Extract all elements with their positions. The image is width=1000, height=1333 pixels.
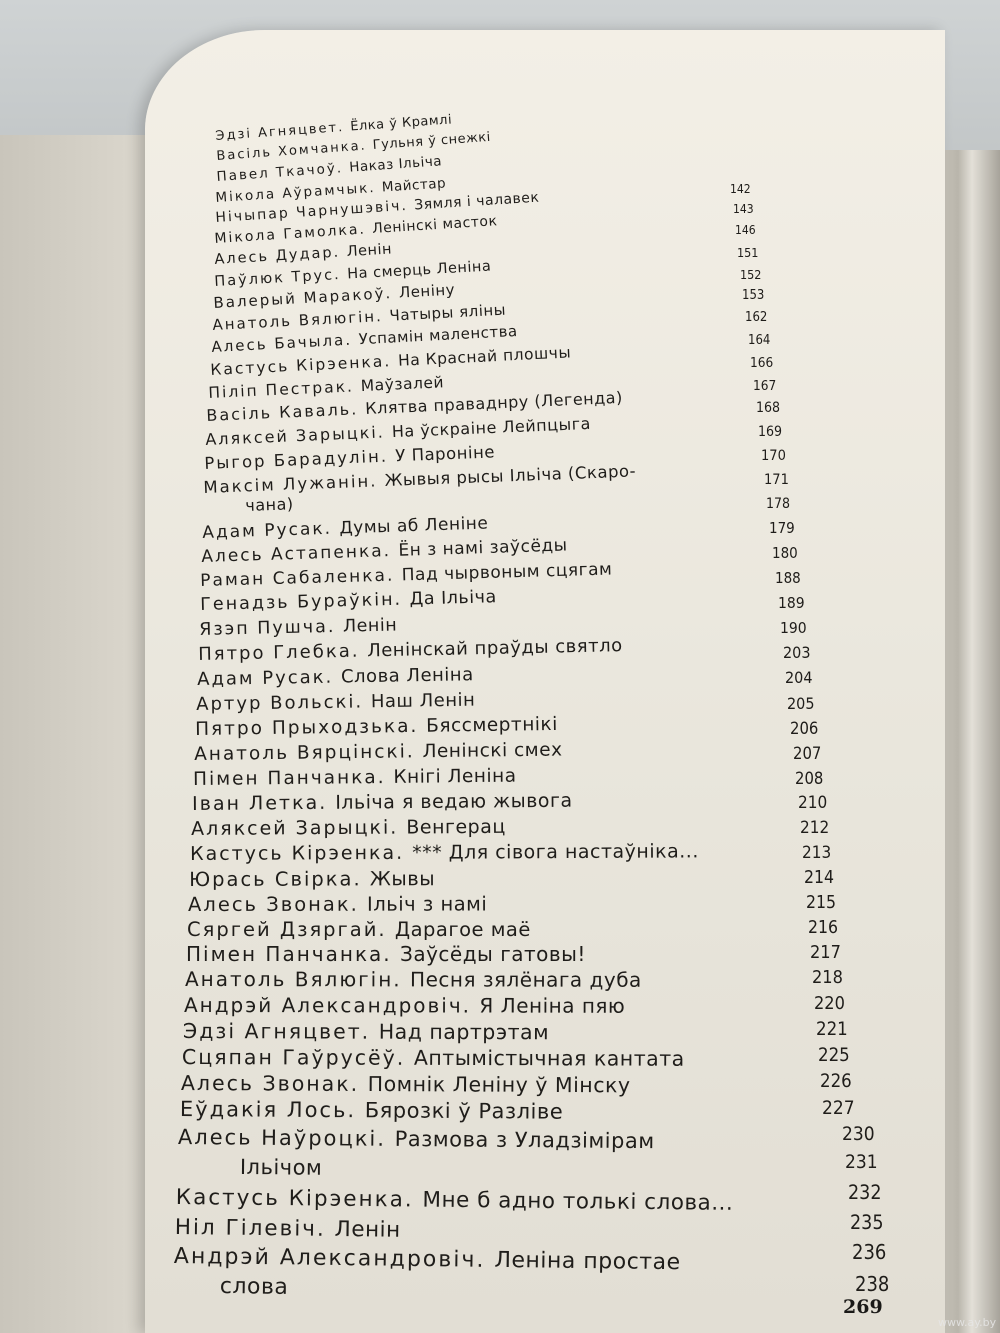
toc-page-number: 205: [787, 694, 815, 713]
toc-page-number: 162: [745, 310, 768, 325]
toc-page-number: 213: [802, 843, 832, 863]
toc-page-number: 164: [748, 333, 771, 348]
toc-entry-text: [240, 1155, 323, 1180]
toc-author: Васіль Хомчанка: [216, 138, 362, 164]
toc-author: Андрэй Александровіч: [183, 993, 463, 1018]
toc-page-number: 166: [750, 354, 774, 371]
toc-page-number: 227: [822, 1097, 855, 1119]
toc-separator: .: [396, 1045, 414, 1070]
toc-title: чана): [245, 494, 294, 515]
toc-entry-text: [176, 1185, 734, 1216]
toc-entry-text: [192, 790, 573, 815]
toc-separator: .: [462, 993, 480, 1018]
toc-author: Эдзі Агняцвет: [182, 1018, 362, 1044]
toc-title: Кнігі Леніна: [393, 765, 517, 788]
toc-title: Ленін: [334, 1216, 401, 1243]
toc-page-number: 169: [758, 424, 783, 440]
toc-author: Аляксей Зарыцкі: [191, 816, 391, 840]
toc-author: Генадзь Бураўкін: [200, 589, 395, 615]
toc-title: слова: [219, 1274, 289, 1300]
toc-page-number: 142: [730, 181, 751, 196]
toc-title: На Краснай плошчы: [397, 342, 572, 370]
toc-author: Кастусь Кірэенка: [190, 841, 397, 865]
toc-author: Кастусь Кірэенка: [210, 352, 385, 379]
toc-entry-text: [184, 993, 625, 1018]
toc-entry-text: [195, 713, 558, 739]
toc-page-number: 190: [780, 618, 807, 637]
toc-title: Размова з Уладзімірам: [394, 1126, 655, 1154]
toc-page-number: 180: [772, 544, 798, 562]
toc-page-number: 152: [740, 266, 762, 282]
toc-author: Юрась Свірка: [189, 866, 354, 891]
toc-title: Дарагое маё: [394, 917, 531, 941]
toc-author: Алесь Звонак: [188, 892, 351, 916]
toc-entry-text: [185, 967, 642, 992]
toc-title: Ленінскі смех: [422, 738, 563, 762]
toc-page-number: 153: [742, 288, 765, 303]
toc-title: Ільіча я ведаю жывога: [335, 789, 573, 814]
toc-entry-text: [178, 1125, 655, 1153]
toc-page-number: 143: [733, 202, 754, 216]
toc-author: Алесь Наўроцкі: [177, 1125, 378, 1151]
toc-title: На ўскраіне Лейпцыга: [391, 413, 592, 442]
toc-title: Наказ Ільіча: [348, 152, 443, 176]
toc-author: Іван Летка: [192, 791, 320, 815]
toc-title: Я Леніна пяю: [479, 993, 626, 1018]
toc-page-number: 146: [735, 223, 756, 237]
toc-separator: .: [377, 422, 393, 442]
toc-author: Анатоль Вялюгін: [184, 967, 394, 992]
toc-separator: .: [319, 791, 336, 814]
toc-separator: .: [377, 766, 394, 788]
toc-separator: .: [350, 1071, 368, 1096]
toc-entry-text: [200, 587, 497, 615]
toc-separator: .: [383, 351, 399, 370]
toc-separator: .: [337, 119, 351, 136]
toc-author: Андрэй Александровіч: [173, 1244, 477, 1273]
toc-author: Ніл Гілевіч: [174, 1214, 318, 1242]
toc-title: Зямля і чалавек: [413, 189, 540, 214]
toc-separator: .: [404, 1186, 423, 1213]
toc-entry-text: [174, 1244, 681, 1275]
toc-page-number: 221: [816, 1018, 848, 1040]
toc-separator: .: [393, 967, 411, 992]
toc-title: Клятва праваднру (Легенда): [364, 387, 624, 419]
toc-separator: .: [369, 470, 386, 491]
toc-entry-text: [220, 1274, 289, 1300]
toc-author: Адам Русак: [202, 518, 325, 543]
toc-entry-text: [198, 635, 623, 665]
toc-title: Мне б адно толькі слова...: [422, 1187, 734, 1216]
toc-author: Мікола Гамолка: [214, 221, 360, 247]
toc-separator: .: [360, 138, 374, 154]
toc-author: Сцяпан Гаўрусёў: [181, 1044, 397, 1070]
toc-entry-text: [199, 615, 397, 639]
toc-author: Адам Русак: [197, 666, 326, 690]
toc-title: Ён з намі заўсёды: [398, 535, 568, 561]
toc-page-number: 168: [756, 400, 781, 416]
toc-author: Эдзі Агняцвет: [215, 120, 339, 144]
toc-page-number: 208: [795, 768, 824, 788]
toc-page-number: 225: [818, 1044, 850, 1066]
toc-title: Маўзалей: [360, 372, 445, 395]
toc-page-number: 236: [852, 1240, 887, 1264]
toc-entry-text: [181, 1071, 631, 1097]
toc-separator: .: [350, 399, 366, 419]
toc-title: Над партрэтам: [378, 1019, 550, 1044]
toc-title: Венгерац: [406, 815, 506, 839]
toc-title: Ленін: [342, 615, 398, 637]
toc-title: Ільічом: [239, 1155, 323, 1180]
toc-title: Заўсёды гатовы!: [400, 942, 586, 966]
toc-entry-text: [194, 739, 563, 764]
toc-page-number: 171: [764, 471, 789, 488]
toc-separator: .: [333, 266, 348, 283]
toc-author: Алесь Звонак: [180, 1070, 351, 1096]
toc-author: Аляксей Зарыцкі: [205, 422, 379, 449]
toc-author: Сяргей Дзяргай: [187, 917, 379, 941]
toc-separator: .: [351, 640, 368, 662]
toc-separator: .: [380, 445, 396, 466]
toc-separator: .: [406, 740, 423, 762]
toc-page-number: 167: [753, 377, 777, 394]
toc-separator: .: [316, 1216, 335, 1242]
toc-separator: .: [324, 518, 340, 539]
toc-page-number: 214: [804, 867, 835, 888]
toc-entry-text: [188, 892, 487, 916]
toc-separator: .: [390, 816, 407, 839]
toc-entry-text: [175, 1215, 401, 1243]
toc-separator: .: [476, 1247, 495, 1273]
toc-title: Ёлка ў Крамлі: [349, 112, 453, 135]
toc-separator: .: [327, 616, 344, 637]
toc-separator: .: [355, 691, 372, 713]
toc-title: Помнік Леніну ў Мінску: [367, 1071, 631, 1097]
toc-title: Жывы: [369, 866, 436, 890]
toc-title: Ленінскі масток: [371, 213, 498, 238]
toc-page-number: 203: [783, 643, 811, 662]
toc-author: Анатоль Вялюгін: [212, 307, 377, 334]
toc-author: Раман Сабаленка: [200, 565, 388, 591]
toc-page-number: 179: [769, 519, 795, 537]
toc-title: Да Ільіча: [409, 586, 497, 610]
toc-entry-text: [182, 1045, 685, 1071]
toc-page-number: 204: [785, 668, 813, 687]
toc-separator: .: [396, 841, 413, 864]
watermark: www.ay.by: [938, 1316, 997, 1329]
toc-author: Язэп Пушча: [199, 616, 329, 640]
toc-separator: .: [336, 159, 350, 177]
toc-author: Мікола Аўрамчык: [215, 179, 370, 206]
toc-author: Рыгор Барадулін: [204, 446, 382, 473]
toc-author: Алесь Бачыла: [211, 330, 346, 356]
toc-separator: .: [378, 917, 395, 941]
toc-separator: .: [377, 1126, 395, 1151]
toc-page-number: 220: [814, 993, 845, 1014]
toc-separator: .: [375, 306, 391, 326]
toc-author: Артур Вольскі: [196, 691, 356, 715]
toc-title: Наш Ленін: [370, 689, 476, 713]
toc-page-number: 188: [775, 569, 801, 587]
toc-page-number: 170: [761, 447, 786, 464]
toc-page-number: 238: [855, 1272, 890, 1296]
toc-separator: .: [383, 942, 400, 966]
toc-page-number: 230: [842, 1123, 875, 1145]
toc-title: Ільіч з намі: [367, 891, 488, 916]
toc-entry-text: [187, 918, 531, 941]
toc-separator: .: [358, 221, 373, 238]
toc-separator: .: [353, 866, 370, 890]
toc-separator: .: [386, 565, 403, 586]
toc-title: Леніна простае: [494, 1247, 681, 1276]
toc-author: Пятро Прыходзька: [195, 715, 411, 740]
toc-author: Валерый Маракоў: [213, 284, 386, 312]
toc-page-number: 151: [737, 244, 759, 260]
toc-separator: .: [325, 666, 342, 688]
toc-author: Васіль Каваль: [206, 399, 352, 425]
toc-page-number: 215: [806, 892, 837, 913]
toc-separator: .: [346, 376, 362, 396]
toc-page-number: 189: [778, 593, 805, 612]
toc-separator: .: [361, 1019, 379, 1044]
toc-page-number: 218: [812, 967, 843, 988]
toc-title: Успамін маленства: [358, 321, 519, 349]
toc-author: Паўлюк Трус: [214, 266, 335, 290]
toc-entry-text: [186, 942, 586, 966]
toc-page-number: 212: [800, 818, 830, 838]
toc-separator: .: [394, 589, 410, 610]
toc-entry-text: [191, 816, 506, 840]
toc-title: *** Для сівога настаўніка...: [412, 840, 699, 864]
toc-entry-text: [183, 1019, 549, 1044]
page-number: 269: [843, 1296, 883, 1318]
toc-title: Песня зялёнага дуба: [410, 967, 642, 992]
toc-page-number: 231: [845, 1151, 878, 1173]
toc-title: Жывыя рысы Ільіча (Скаро-: [384, 460, 637, 490]
toc-author: Максім Лужанін: [203, 471, 371, 497]
toc-author: Пятро Глебка: [198, 640, 352, 665]
toc-page-number: 226: [820, 1070, 852, 1092]
toc-separator: .: [400, 197, 415, 215]
toc-page-number: 206: [790, 718, 819, 738]
toc-entry-text: [193, 765, 517, 789]
toc-entry-text: [180, 1097, 563, 1124]
toc-separator: .: [347, 1098, 365, 1123]
toc-separator: .: [333, 243, 348, 261]
toc-title: Чатыры яліны: [389, 300, 507, 325]
toc-title: У Пароніне: [394, 441, 496, 465]
toc-separator: .: [384, 283, 400, 303]
toc-page-number: 210: [798, 793, 828, 813]
toc-title: На смерць Леніна: [346, 258, 492, 283]
toc-entry-text: [189, 867, 435, 891]
toc-separator: .: [344, 330, 360, 349]
toc-title: Гульня ў снежкі: [372, 129, 492, 154]
toc-separator: .: [368, 179, 383, 196]
toc-title: Майстар: [381, 174, 447, 196]
toc-author: Пімен Панчанка: [193, 766, 378, 790]
toc-separator: .: [350, 892, 368, 916]
toc-entry-text: [190, 840, 699, 865]
toc-page-number: 216: [808, 917, 839, 938]
toc-title: Думы аб Леніне: [339, 513, 489, 539]
toc-page-number: 232: [848, 1180, 882, 1204]
toc-author: Алесь Дудар: [214, 244, 335, 268]
toc-title: Бяссмертнікі: [426, 713, 558, 737]
toc-entry-text: [196, 690, 475, 715]
toc-author: Нічыпар Чарнушэвіч: [215, 198, 402, 226]
toc-author: Еўдакія Лось: [179, 1097, 348, 1123]
toc-author: Павел Ткачоў: [216, 160, 338, 185]
toc-page-number: 217: [810, 942, 841, 963]
toc-author: Алесь Астапенка: [201, 541, 384, 567]
toc-page-number: 178: [766, 496, 791, 512]
toc-author: Анатоль Вярцінскі: [194, 740, 407, 765]
toc-author: Піліп Пестрак: [208, 377, 348, 402]
toc-author: Кастусь Кірэенка: [175, 1184, 405, 1212]
toc-title: Слова Леніна: [340, 664, 474, 688]
toc-title: Ленін: [346, 240, 393, 260]
toc-title: Ленінскай праўды святло: [366, 635, 623, 662]
toc-page-number: 207: [793, 743, 822, 763]
toc-title: Аптымістычная кантата: [413, 1045, 685, 1071]
toc-separator: .: [383, 540, 399, 562]
toc-entry-text: [197, 664, 474, 690]
toc-separator: .: [410, 715, 427, 737]
toc-entry-text: [245, 494, 294, 515]
toc-title: Бярозкі ў Разліве: [364, 1098, 564, 1124]
toc-title: Леніну: [398, 280, 456, 302]
toc-author: Пімен Панчанка: [186, 942, 384, 966]
toc-title: Пад чырвоным сцягам: [401, 559, 613, 586]
toc-page-number: 235: [850, 1210, 884, 1234]
